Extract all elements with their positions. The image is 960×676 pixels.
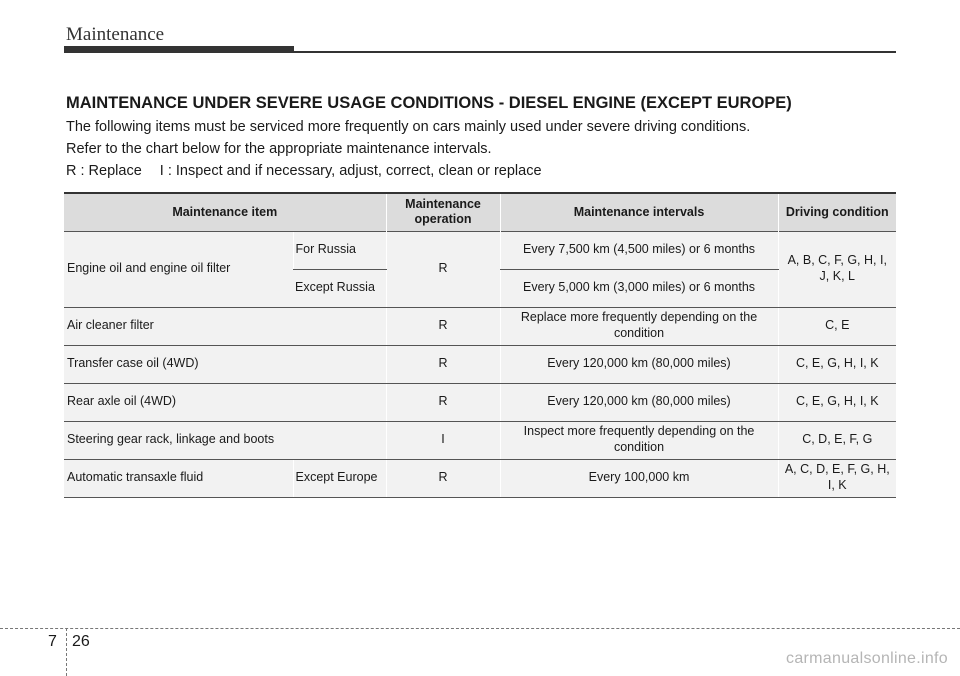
operation-cell: R — [386, 307, 500, 345]
condition-cell: C, D, E, F, G — [778, 421, 896, 459]
header-maintenance-item: Maintenance item — [64, 193, 386, 231]
interval-cell: Inspect more frequently depending on the condition — [500, 421, 778, 459]
interval-cell: Every 120,000 km (80,000 miles) — [500, 345, 778, 383]
operation-cell: R — [386, 383, 500, 421]
operation-cell: I — [386, 421, 500, 459]
table-row — [64, 459, 896, 497]
operation-cell: R — [386, 231, 500, 307]
condition-cell: C, E, G, H, I, K — [778, 345, 896, 383]
header-rule-thin — [64, 51, 896, 53]
chapter-number: 7 — [48, 633, 57, 650]
operation-cell: R — [386, 345, 500, 383]
operation-cell: R — [386, 459, 500, 497]
item-cell: Transfer case oil (4WD) — [64, 345, 386, 383]
table-row — [64, 383, 896, 421]
item-cell: Engine oil and engine oil filter — [64, 231, 293, 307]
page-header-title: Maintenance — [66, 24, 165, 45]
table-row — [64, 345, 896, 383]
sub-item-cell: For Russia — [293, 231, 386, 269]
watermark: carmanualsonline.info — [786, 650, 948, 667]
intro-text-2: Refer to the chart below for the appropriate maintenance intervals. — [66, 141, 492, 157]
interval-cell: Replace more frequently depending on the condition — [500, 307, 778, 345]
section-title: MAINTENANCE UNDER SEVERE USAGE CONDITIONS - DIESEL ENGINE (EXCEPT EUROPE) — [66, 94, 792, 112]
condition-cell: C, E, G, H, I, K — [778, 383, 896, 421]
item-cell: Steering gear rack, linkage and boots — [64, 421, 386, 459]
item-cell: Air cleaner filter — [64, 307, 386, 345]
interval-cell: Every 100,000 km — [500, 459, 778, 497]
interval-cell: Every 120,000 km (80,000 miles) — [500, 383, 778, 421]
header-maintenance-operation: Maintenance operation — [386, 193, 500, 231]
sub-item-cell: Except Russia — [293, 269, 386, 307]
intro-text-1: The following items must be serviced more frequently on cars mainly used under severe driving conditions. — [66, 119, 751, 135]
condition-cell: A, C, D, E, F, G, H, I, K — [778, 459, 896, 497]
condition-cell: C, E — [778, 307, 896, 345]
table-row — [64, 307, 896, 345]
maintenance-table — [64, 192, 896, 498]
sub-item-cell: Except Europe — [293, 459, 386, 497]
item-cell: Automatic transaxle fluid — [64, 459, 293, 497]
condition-cell: A, B, C, F, G, H, I, J, K, L — [778, 231, 896, 307]
table-row — [64, 421, 896, 459]
header-driving-condition: Driving condition — [778, 193, 896, 231]
legend-replace: R : Replace — [66, 163, 142, 179]
interval-cell: Every 7,500 km (4,500 miles) or 6 months — [500, 231, 778, 269]
table-header-row — [64, 193, 896, 231]
header-maintenance-intervals: Maintenance intervals — [500, 193, 778, 231]
table-row — [64, 231, 896, 269]
interval-cell: Every 5,000 km (3,000 miles) or 6 months — [500, 269, 778, 307]
footer-dashed-divider — [66, 628, 67, 676]
legend — [66, 163, 542, 179]
legend-inspect: I : Inspect and if necessary, adjust, correct, clean or replace — [159, 163, 542, 179]
item-cell: Rear axle oil (4WD) — [64, 383, 386, 421]
footer-dashed-rule — [0, 628, 960, 629]
page-number: 26 — [72, 633, 90, 650]
